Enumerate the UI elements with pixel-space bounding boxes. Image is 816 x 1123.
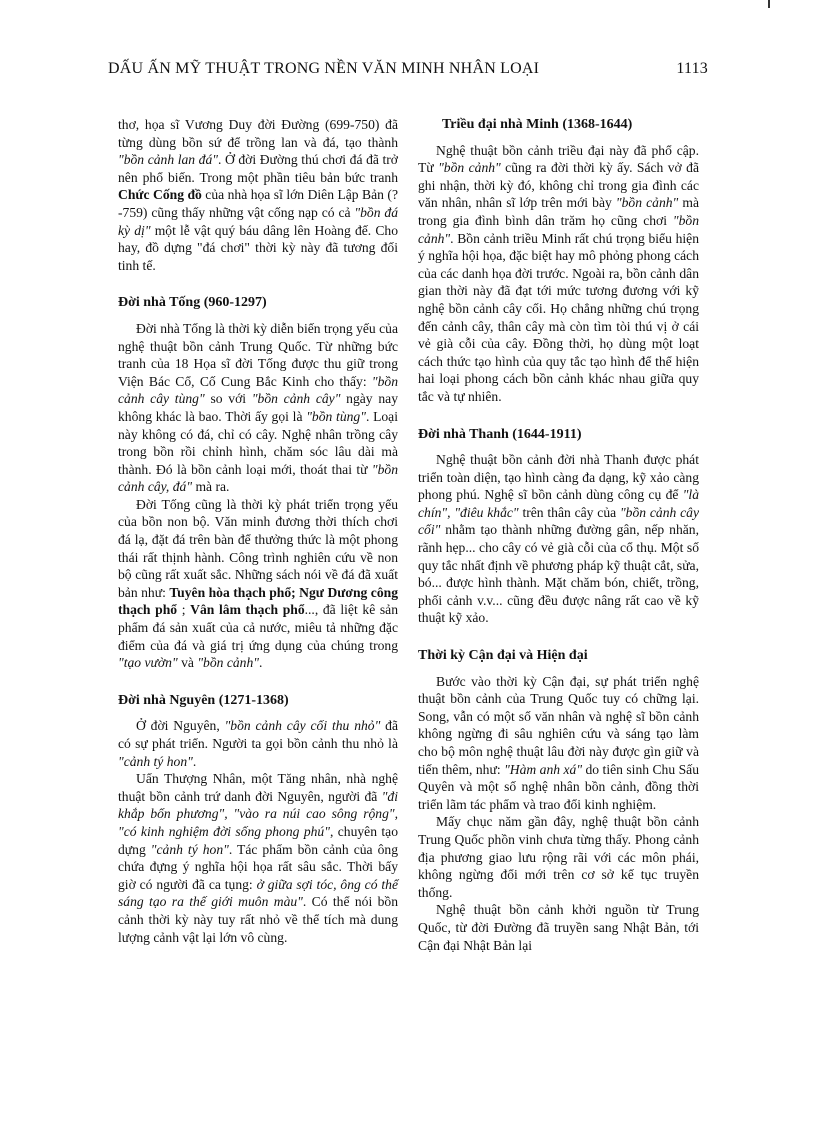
paragraph: Nghệ thuật bồn cảnh khởi nguồn từ Trung Quốc, từ đời Đường đã truyền sang Nhật Bản, tới Cận đại Nhật Bản lại: [418, 902, 699, 953]
section-heading-ming: Triều đại nhà Minh (1368-1644): [442, 117, 633, 132]
page-number: 1113: [676, 60, 708, 77]
paragraph: Đời Tống cũng là thời kỳ phát triển trọng yếu của bồn non bộ. Văn minh đương thời thích chơi đá lạ, đặt đá trên bàn để thưởng thức là một phong thái rất thịnh hành. Công trình nghiên cứu về non bộ cũng rất xuất sắc. Những sách nói về đá đã xuất bản như: Tuyên hòa thạch phổ; Ngư Dương công thạch phổ ; Vân lâm thạch phổ..., đã liệt kê sản phẩm đá sản xuất của cả nước, miêu tả những đặc điểm của đá và giá trị ứng dụng của chúng trong "tạo vườn" và "bồn cảnh".: [118, 496, 399, 671]
scan-mark: [768, 0, 770, 8]
section-heading-song: Đời nhà Tống (960-1297): [118, 295, 267, 311]
paragraph: Mấy chục năm gần đây, nghệ thuật bồn cảnh Trung Quốc phồn vinh chưa từng thấy. Phong cảnh địa phương giao lưu rộng rãi với các môn phái, không ngừng đổi mới trên cơ sở kế tục truyền thống.: [418, 814, 699, 900]
right-column: [418, 116, 699, 954]
paragraph: Nghệ thuật bồn cảnh triều đại này đã phổ cập. Từ "bồn cảnh" cũng ra đời thời kỳ ấy. Sách vở đã ghi nhận, thời kỳ đó, không chỉ trong gia đình các văn nhân, nhân sĩ lớp trên mới bày "bồn cảnh" mà trong gia đình bình dân trăm họ cũng chơi "bồn cảnh". Bồn cảnh triều Minh rất chú trọng biểu hiện ý nghĩa hội họa, đặc biệt hay mô phỏng phong cách của các danh họa đời trước. Ngoài ra, bồn cảnh dân gian thời này đã đạt tới mức tương đương với kỹ nghệ bồn cảnh cây cối. Họ chẳng những chú trọng đến cảnh cây, thân cây mà còn tìm tòi thú vị ở cái vẻ già cỗi của cây. Đồng thời, họ dùng một loạt cách thức tạo hình của quy tắc tạo hình để thể hiện hai loại phong cách bồn cảnh khác nhau giữa quy tắc và tự nhiên.: [418, 142, 699, 404]
paragraph: Bước vào thời kỳ Cận đại, sự phát triển nghệ thuật bồn cảnh của Trung Quốc tuy có chững lại. Song, vẫn có một số văn nhân và nghệ sĩ bồn cảnh không ngừng đi sâu nghiên cứu và sáng tạo làm cho bộ môn nghệ thuật lâu đời này được gìn giữ và tiến thêm, như: "Hàm anh xá" do tiên sinh Chu Sấu Quyên và một số nghệ nhân bồn cảnh, đồng thời triển lãm tác phẩm và trao đổi kinh nghiệm.: [418, 673, 699, 812]
running-title: DẤU ẤN MỸ THUẬT TRONG NỀN VĂN MINH NHÂN LOẠI: [108, 60, 540, 77]
paragraph: thơ, họa sĩ Vương Duy đời Đường (699-750) đã từng dùng bồn sứ để trồng lan và đá, tạo thành "bồn cảnh lan đá". Ở đời Đường thú chơi đá đã trở nên phổ biến. Trong một phần tiêu bản bức tranh Chức Cống đồ của nhà họa sĩ lớn Diên Lập Bản (?-759) cũng thấy những vật cống nạp có cả "bồn đá kỳ dị" một lễ vật quý báu dâng lên Hoàng đế. Cho hay, đồ dựng "đá chơi" thời kỳ này đã tương đối tinh tế.: [118, 117, 399, 273]
page-header: [108, 60, 708, 84]
paragraph: Nghệ thuật bồn cảnh đời nhà Thanh được phát triển toàn diện, tạo hình càng đa dạng, kỹ xảo càng phong phú. Nghệ sĩ bồn cảnh dùng công cụ để "là chín", "điêu khắc" trên thân cây của "bồn cảnh cây cối" nhằm tạo thành những đường gân, nếp nhăn, rãnh hẹp... cho cây có vẻ già cỗi của cổ thụ. Một số quy tắc nhất định về phương pháp kỹ thuật cắt, sửa, bó... được hình thành. Mặt chăm bón, chiết, trồng, phối cảnh v.v... cũng đều được nâng rất cao về kỹ thuật kỹ xảo.: [418, 452, 699, 626]
section-heading-modern: Thời kỳ Cận đại và Hiện đại: [418, 648, 588, 664]
section-heading-yuan: Đời nhà Nguyên (1271-1368): [118, 692, 289, 708]
paragraph: Ở đời Nguyên, "bồn cảnh cây cối thu nhỏ" đã có sự phát triển. Người ta gọi bồn cảnh thu nhỏ là "cảnh tý hon".: [118, 718, 398, 769]
paragraph: Đời nhà Tống là thời kỳ diễn biến trọng yếu của nghệ thuật bồn cảnh Trung Quốc. Từ những bức tranh của 18 Họa sĩ đời Tống được thu giữ trong Viện Bác Cổ, Cố Cung Bắc Kinh cho thấy: "bồn cảnh cây tùng" so với "bồn cảnh cây" ngày nay không khác là bao. Thời ấy gọi là "bồn tùng". Loại này không có đá, chỉ có cây. Nghệ nhân trồng cây trong bồn rồi chỉnh hình, chăm sóc lâu dài mà thành. Đó là bồn cảnh loại mới, thoát thai từ "bồn cảnh cây, đá" mà ra.: [118, 320, 398, 495]
section-heading-qing: Đời nhà Thanh (1644-1911): [418, 426, 582, 442]
paragraph: Uẩn Thượng Nhân, một Tăng nhân, nhà nghệ thuật bồn cảnh trứ danh đời Nguyên, người đã "đi khắp bốn phương", "vào ra núi cao sông rộng", "có kinh nghiệm đời sống phong phú", chuyên tạo dựng "cảnh tý hon". Tác phẩm bồn cảnh của ông chứa đựng ý nghĩa hội họa rất sâu sắc. Thời bấy giờ có người đã ca tụng: ở giữa sợi tóc, ông có thể sáng tạo ra thế giới muôn màu". Có thể nói bồn cảnh thời kỳ này tuy rất nhỏ về thể tích mà dung lượng cảnh vật lại lớn vô cùng.: [118, 771, 398, 945]
left-column: [118, 116, 398, 946]
